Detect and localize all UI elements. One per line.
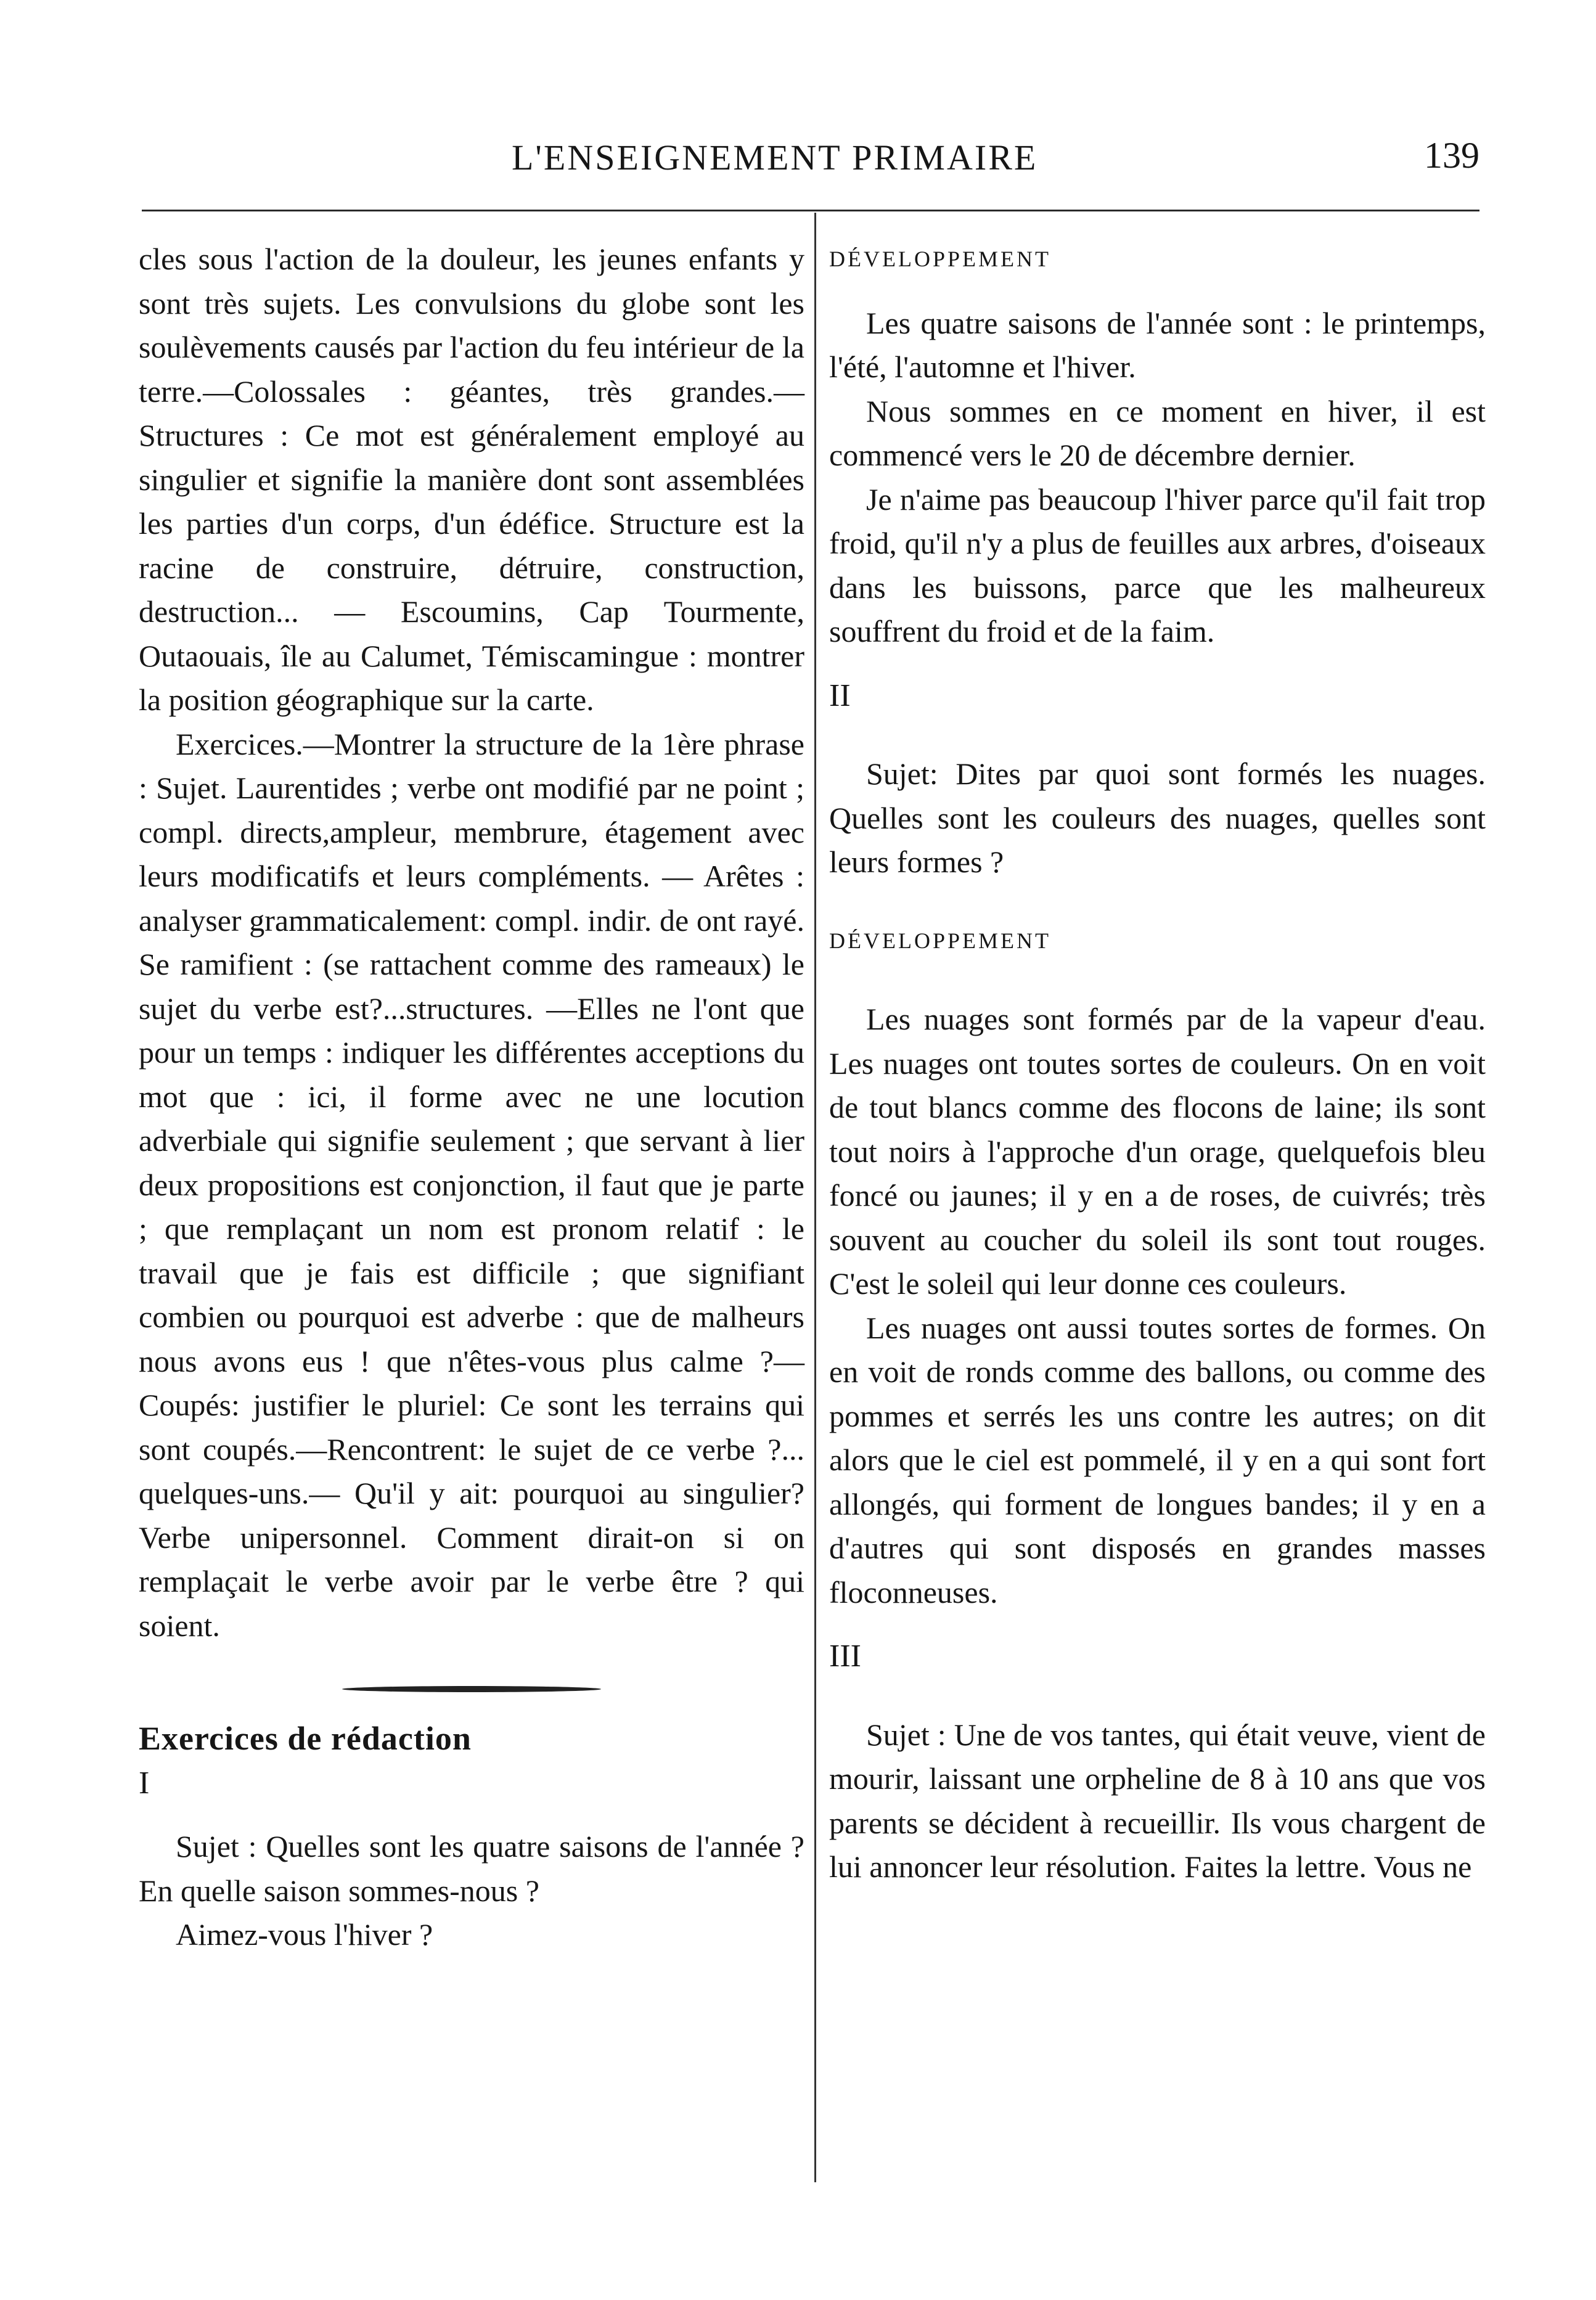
subject-letter: Sujet : Une de vos tantes, qui était veuve, vient de mourir, laissant une orpheline de 8 à 10 ans que vos parents se décident à recueillir. Ils vous chargent de lui annoncer leur résolution. Faites la lettre. Vous ne bbox=[829, 1717, 1486, 1884]
subject-question: Aimez-vous l'hiver ? bbox=[176, 1917, 433, 1952]
left-column bbox=[139, 237, 804, 1957]
development-heading: DÉVELOPPEMENT bbox=[829, 928, 1051, 953]
right-column bbox=[829, 237, 1486, 1889]
ornamental-rule bbox=[342, 1686, 601, 1692]
paragraph-seasons: Les quatre saisons de l'année sont : le printemps, l'été, l'automne et l'hiver. bbox=[829, 305, 1486, 384]
page-header bbox=[142, 131, 1479, 186]
paragraph-winter-opinion: Je n'aime pas beaucoup l'hiver parce qu'il fait trop froid, qu'il n'y a plus de feuilles aux arbres, d'oiseaux dans les buissons, parce que les malheureux souffrent du froid et de la faim. bbox=[829, 481, 1486, 649]
paragraph-vocabulary: cles sous l'action de la douleur, les jeunes enfants y sont très sujets. Les convulsions du globe sont les soulèvements causés par l'action du feu intérieur de la terre.—Colossales : géantes, très grandes.—Structures : Ce mot est généralement employé au singulier et signifie la manière dont sont assemblées les parties d'un corps, d'un édéfice. Structure est la racine de construire, détruire, construction, destruction... — Escoumins, Cap Tourmente, Outaouais, île au Calumet, Témiscamingue : montrer la position géographique sur la carte. bbox=[139, 242, 804, 717]
header-rule bbox=[142, 210, 1479, 211]
section-title: Exercices de rédaction bbox=[139, 1720, 472, 1757]
column-divider bbox=[814, 213, 816, 2182]
page-number: 139 bbox=[1424, 135, 1479, 176]
section-number: II bbox=[829, 677, 851, 713]
running-head: L'ENSEIGNEMENT PRIMAIRE bbox=[512, 137, 1038, 178]
paragraph-winter-now: Nous sommes en ce moment en hiver, il est commencé vers le 20 de décembre dernier. bbox=[829, 393, 1486, 472]
paragraph-cloud-colors: Les nuages sont formés par de la vapeur d'eau. Les nuages ont toutes sortes de couleurs. On en voit de tout blancs comme des flocons de laine; ils sont tout noirs à l'approche d'un orage, quelquefois bleu foncé ou jaunes; il y en a de roses, de cuivrés; très souvent au coucher du soleil ils sont tout rouges. C'est le soleil qui leur donne ces couleurs. bbox=[829, 1002, 1486, 1301]
section-number: I bbox=[139, 1765, 150, 1801]
section-number: III bbox=[829, 1639, 861, 1674]
development-heading: DÉVELOPPEMENT bbox=[829, 247, 1051, 271]
subject-clouds: Sujet: Dites par quoi sont formés les nuages. Quelles sont les couleurs des nuages, quelles sont leurs formes ? bbox=[829, 756, 1486, 879]
paragraph-exercices: Exercices.—Montrer la structure de la 1ère phrase : Sujet. Laurentides ; verbe ont modifié par ne point ; compl. directs,ampleur, membrure, étagement avec leurs modificatifs et leurs compléments. — Arêtes : analyser grammaticalement: compl. indir. de ont rayé. Se ramifient : (se rattachent comme des rameaux) le sujet du verbe est?...structures. —Elles ne l'ont que pour un temps : indiquer les différentes acceptions du mot que : ici, il forme avec ne une locution adverbiale qui signifie seulement ; que servant à lier deux propositions est conjonction, il faut que je parte ; que remplaçant un nom est pronom relatif : le travail que je fais est difficile ; que signifiant combien ou pourquoi est adverbe : que de malheurs nous avons eus ! que n'êtes-vous plus calme ?—Coupés: justifier le pluriel: Ce sont les terrains qui sont coupés.—Rencontrent: le sujet de ce verbe ?... quelques-uns.— Qu'il y ait: pourquoi au singulier? Verbe unipersonnel. Comment dirait-on si on remplaçait le verbe avoir par le verbe être ? qui soient. bbox=[139, 726, 804, 1643]
subject-paragraph: Sujet : Quelles sont les quatre saisons de l'année ? En quelle saison sommes-nous ? bbox=[139, 1829, 804, 1908]
paragraph-cloud-shapes: Les nuages ont aussi toutes sortes de formes. On en voit de ronds comme des ballons, ou comme des pommes et serrés les uns contre les autres; on dit alors que le ciel est pommelé, il y en a qui sont fort allongés, qui forment de longues bandes; il y en a d'autres qui sont disposés en grandes masses floconneuses. bbox=[829, 1310, 1486, 1610]
